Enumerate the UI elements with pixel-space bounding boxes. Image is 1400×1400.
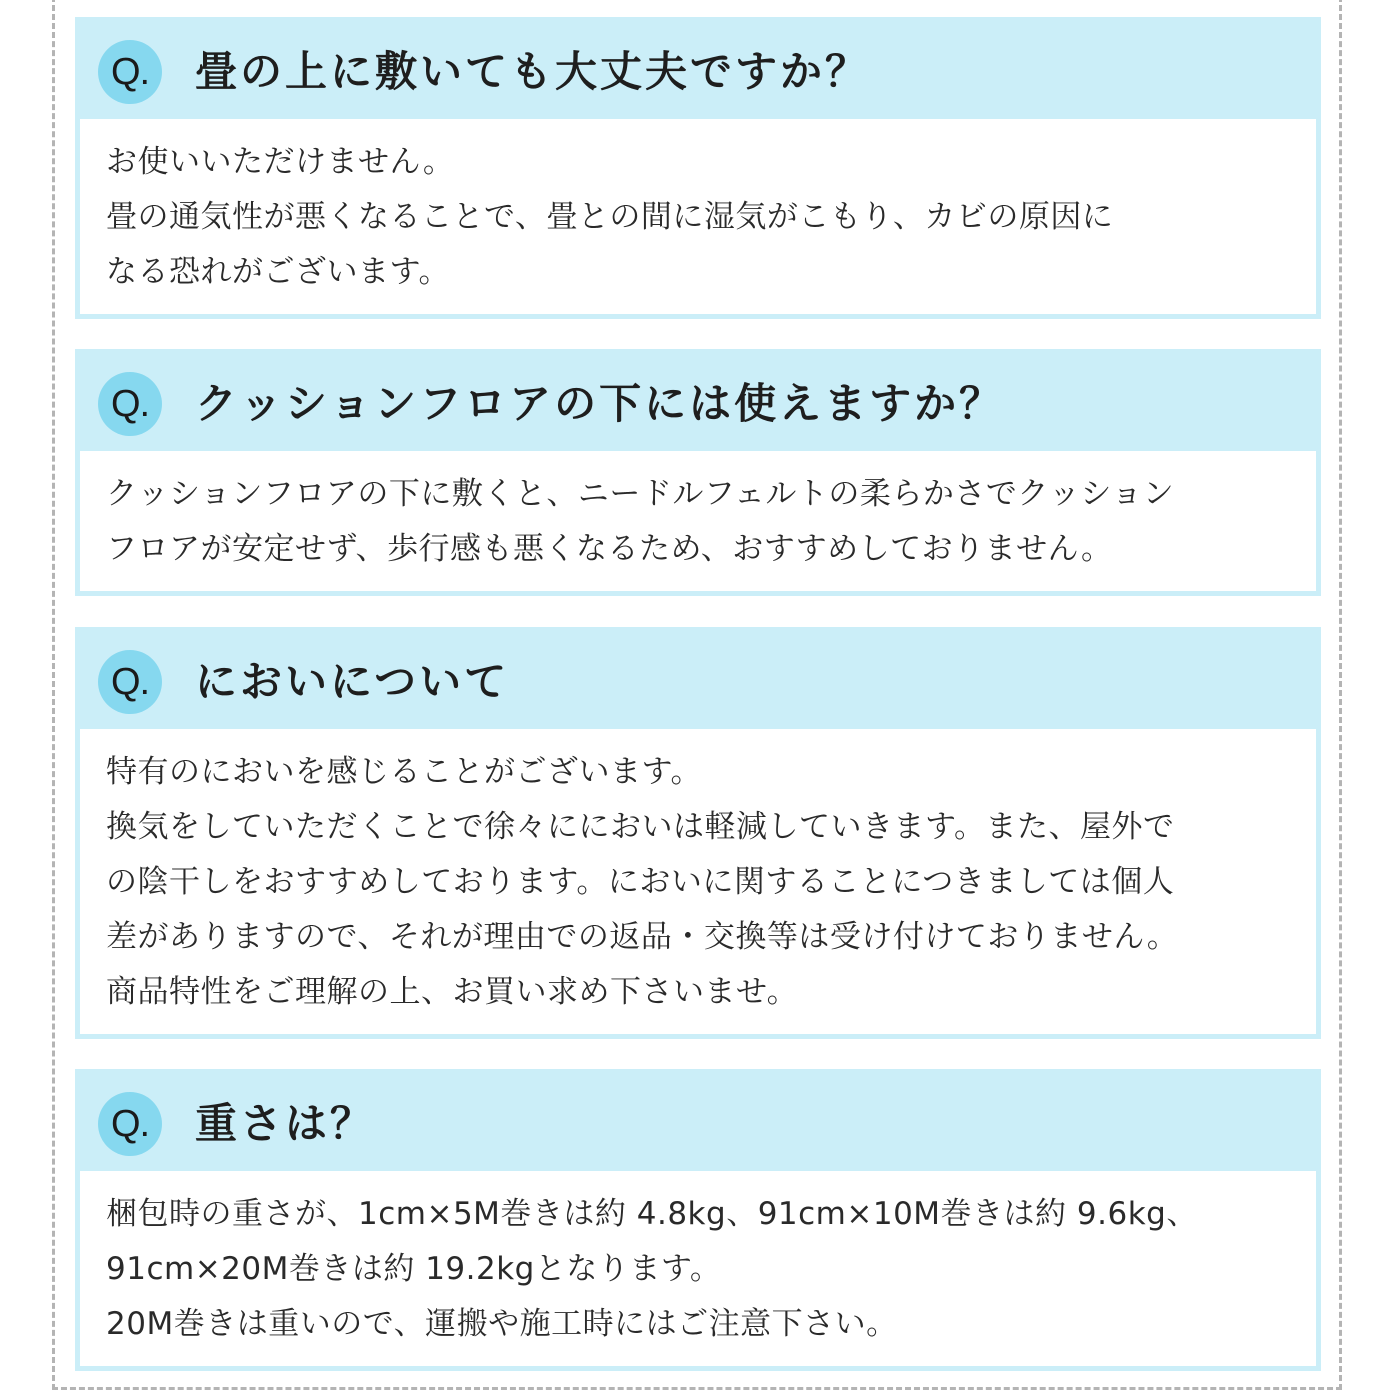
faq-answer-line: お使いいただけません。 [106,144,455,180]
faq-question: においについて [195,657,510,706]
faq-answer [80,451,1316,591]
faq-answer-line: 換気をしていただくことで徐々ににおいは軽減していきます。また、屋外で [106,809,1175,845]
faq-answer-line: の陰干しをおすすめしております。においに関することにつきましては個人 [106,864,1175,900]
faq-answer-line: 商品特性をご理解の上、お買い求め下さいませ。 [106,974,799,1010]
faq-answer-line: 20M巻きは重いので、運搬や施工時にはご注意下さい。 [106,1306,898,1342]
faq-answer-line: クッションフロアの下に敷くと、ニードルフェルトの柔らかさでクッション [106,476,1175,512]
q-badge: Q. [98,40,162,104]
faq-item-tatami [75,17,1321,319]
faq-answer-line: 畳の通気性が悪くなることで、畳との間に湿気がこもり、カビの原因に [106,199,1114,235]
faq-answer [80,1171,1316,1366]
faq-item-weight [75,1069,1321,1371]
faq-answer-line: 特有のにおいを感じることがございます。 [106,754,703,790]
faq-item-cushion-floor [75,349,1321,596]
faq-question-header [80,627,1316,729]
faq-item-smell [75,627,1321,1039]
faq-answer-line: 梱包時の重さが、1cm×5M巻きは約 4.8kg、91cm×10M巻きは約 9.6kg、 [106,1196,1198,1232]
faq-answer [80,729,1316,1034]
faq-answer-line: 差がありますので、それが理由での返品・交換等は受け付けておりません。 [106,919,1179,955]
faq-answer-line: なる恐れがございます。 [106,254,451,290]
faq-answer-line: フロアが安定せず、歩行感も悪くなるため、おすすめしておりません。 [106,531,1113,567]
faq-question-header [80,349,1316,451]
faq-question-header [80,17,1316,119]
faq-question: クッションフロアの下には使えますか？ [195,379,1005,428]
faq-question: 畳の上に敷いても大丈夫ですか？ [195,47,871,96]
q-badge: Q. [98,372,162,436]
q-badge: Q. [98,1092,162,1156]
faq-answer [80,119,1316,314]
q-badge: Q. [98,650,162,714]
faq-question-header [80,1069,1316,1171]
faq-question: 重さは？ [195,1099,376,1148]
faq-answer-line: 91cm×20M巻きは約 19.2kgとなります。 [106,1251,722,1287]
